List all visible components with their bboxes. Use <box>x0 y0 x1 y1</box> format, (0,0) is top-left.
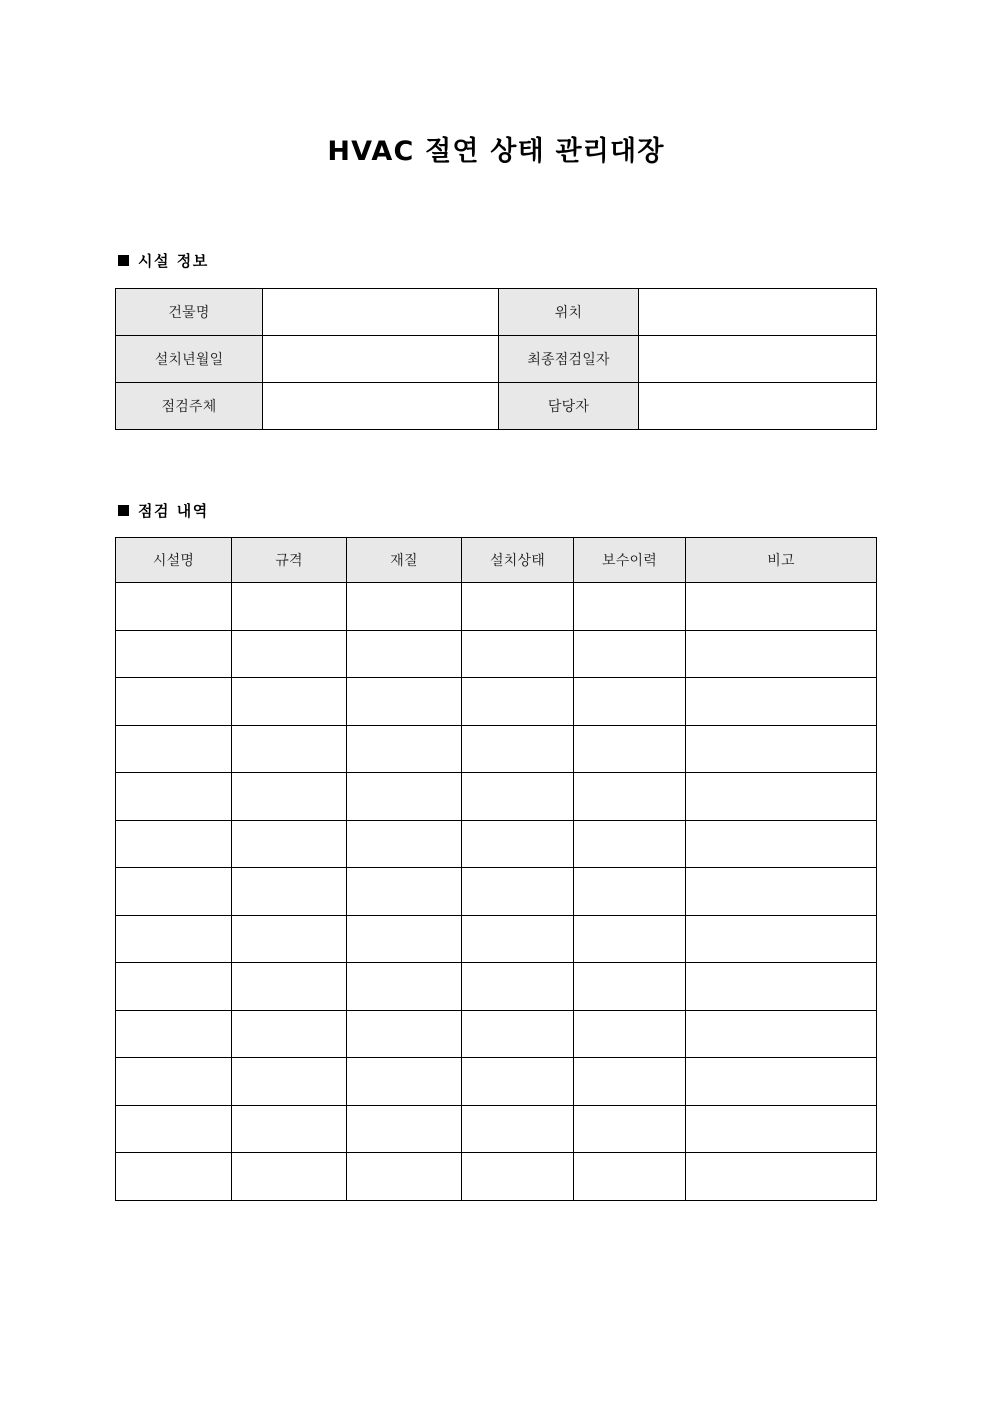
table-cell[interactable] <box>574 583 686 631</box>
table-row <box>116 868 877 916</box>
table-cell[interactable] <box>686 820 877 868</box>
facility-info-table <box>115 288 877 430</box>
table-row <box>116 678 877 726</box>
table-cell[interactable] <box>686 1010 877 1058</box>
table-cell[interactable] <box>116 963 232 1011</box>
table-cell[interactable] <box>462 1105 574 1153</box>
table-cell[interactable] <box>116 1010 232 1058</box>
table-cell[interactable] <box>232 725 347 773</box>
table-cell[interactable] <box>232 678 347 726</box>
table-cell[interactable] <box>462 725 574 773</box>
facility-value-last-inspection-date[interactable] <box>639 336 877 383</box>
table-cell[interactable] <box>686 678 877 726</box>
table-row <box>116 383 877 430</box>
facility-label-install-date: 설치년월일 <box>116 336 263 383</box>
table-cell[interactable] <box>462 1058 574 1106</box>
table-cell[interactable] <box>574 1058 686 1106</box>
table-cell[interactable] <box>686 630 877 678</box>
table-cell[interactable] <box>574 630 686 678</box>
table-row <box>116 336 877 383</box>
table-cell[interactable] <box>116 630 232 678</box>
column-header-remarks: 비고 <box>686 538 877 583</box>
table-cell[interactable] <box>686 1058 877 1106</box>
table-row <box>116 289 877 336</box>
table-cell[interactable] <box>347 820 462 868</box>
table-cell[interactable] <box>686 1153 877 1201</box>
facility-label-last-inspection-date: 최종점검일자 <box>499 336 639 383</box>
table-cell[interactable] <box>232 820 347 868</box>
table-cell[interactable] <box>232 583 347 631</box>
facility-value-person-in-charge[interactable] <box>639 383 877 430</box>
table-cell[interactable] <box>232 1058 347 1106</box>
table-cell[interactable] <box>686 915 877 963</box>
table-cell[interactable] <box>462 630 574 678</box>
table-cell[interactable] <box>347 1010 462 1058</box>
inspection-details-table <box>115 537 877 1201</box>
column-header-material: 재질 <box>347 538 462 583</box>
square-bullet-icon <box>118 255 129 266</box>
table-cell[interactable] <box>232 1010 347 1058</box>
table-cell[interactable] <box>347 1105 462 1153</box>
table-row <box>116 963 877 1011</box>
square-bullet-icon <box>118 505 129 516</box>
inspection-table-head <box>116 538 877 583</box>
table-cell[interactable] <box>462 820 574 868</box>
table-cell[interactable] <box>686 773 877 821</box>
table-cell[interactable] <box>574 678 686 726</box>
table-cell[interactable] <box>574 915 686 963</box>
table-cell[interactable] <box>347 868 462 916</box>
table-row <box>116 583 877 631</box>
table-cell[interactable] <box>232 915 347 963</box>
table-cell[interactable] <box>462 915 574 963</box>
table-cell[interactable] <box>116 820 232 868</box>
table-row <box>116 1105 877 1153</box>
facility-label-building-name: 건물명 <box>116 289 263 336</box>
table-cell[interactable] <box>574 1010 686 1058</box>
table-cell[interactable] <box>574 820 686 868</box>
table-cell[interactable] <box>347 725 462 773</box>
table-cell[interactable] <box>686 725 877 773</box>
page-title: HVAC 절연 상태 관리대장 <box>327 136 665 167</box>
table-cell[interactable] <box>462 963 574 1011</box>
table-cell[interactable] <box>574 868 686 916</box>
table-cell[interactable] <box>462 1010 574 1058</box>
table-cell[interactable] <box>232 773 347 821</box>
table-cell[interactable] <box>232 963 347 1011</box>
table-cell[interactable] <box>686 963 877 1011</box>
table-cell[interactable] <box>574 773 686 821</box>
table-cell[interactable] <box>686 868 877 916</box>
table-cell[interactable] <box>686 1105 877 1153</box>
table-cell[interactable] <box>116 678 232 726</box>
column-header-specification: 규격 <box>232 538 347 583</box>
facility-value-inspection-body[interactable] <box>263 383 499 430</box>
table-cell[interactable] <box>347 915 462 963</box>
table-cell[interactable] <box>232 1105 347 1153</box>
table-cell[interactable] <box>347 773 462 821</box>
table-row <box>116 630 877 678</box>
table-cell[interactable] <box>574 1153 686 1201</box>
table-cell[interactable] <box>116 1153 232 1201</box>
table-cell[interactable] <box>116 1105 232 1153</box>
table-cell[interactable] <box>232 630 347 678</box>
table-cell[interactable] <box>347 630 462 678</box>
table-cell[interactable] <box>116 725 232 773</box>
table-row <box>116 915 877 963</box>
section-heading-inspection-label: 점검 내역 <box>138 502 209 520</box>
table-cell[interactable] <box>116 1058 232 1106</box>
table-cell[interactable] <box>462 1153 574 1201</box>
facility-label-person-in-charge: 담당자 <box>499 383 639 430</box>
table-cell[interactable] <box>574 725 686 773</box>
table-row <box>116 1010 877 1058</box>
table-cell[interactable] <box>347 583 462 631</box>
table-cell[interactable] <box>347 1153 462 1201</box>
table-row <box>116 725 877 773</box>
table-row <box>116 1058 877 1106</box>
column-header-facility-name: 시설명 <box>116 538 232 583</box>
table-cell[interactable] <box>686 583 877 631</box>
table-row <box>116 1153 877 1201</box>
table-cell[interactable] <box>116 868 232 916</box>
column-header-install-condition: 설치상태 <box>462 538 574 583</box>
table-cell[interactable] <box>347 678 462 726</box>
table-cell[interactable] <box>347 1058 462 1106</box>
facility-value-install-date[interactable] <box>263 336 499 383</box>
table-cell[interactable] <box>574 1105 686 1153</box>
table-cell[interactable] <box>232 868 347 916</box>
section-heading-facility-label: 시설 정보 <box>138 252 209 270</box>
table-header-row <box>116 538 877 583</box>
facility-label-inspection-body: 점검주체 <box>116 383 263 430</box>
table-cell[interactable] <box>462 773 574 821</box>
column-header-repair-history: 보수이력 <box>574 538 686 583</box>
section-heading-facility <box>118 250 209 271</box>
table-cell[interactable] <box>232 1153 347 1201</box>
table-cell[interactable] <box>116 915 232 963</box>
facility-value-location[interactable] <box>639 289 877 336</box>
table-cell[interactable] <box>574 963 686 1011</box>
section-heading-inspection <box>118 500 209 521</box>
inspection-table-body <box>116 583 877 1201</box>
table-cell[interactable] <box>462 868 574 916</box>
table-row <box>116 820 877 868</box>
table-cell[interactable] <box>347 963 462 1011</box>
facility-value-building-name[interactable] <box>263 289 499 336</box>
table-cell[interactable] <box>462 678 574 726</box>
facility-label-location: 위치 <box>499 289 639 336</box>
table-cell[interactable] <box>116 583 232 631</box>
table-row <box>116 773 877 821</box>
table-cell[interactable] <box>116 773 232 821</box>
table-cell[interactable] <box>462 583 574 631</box>
